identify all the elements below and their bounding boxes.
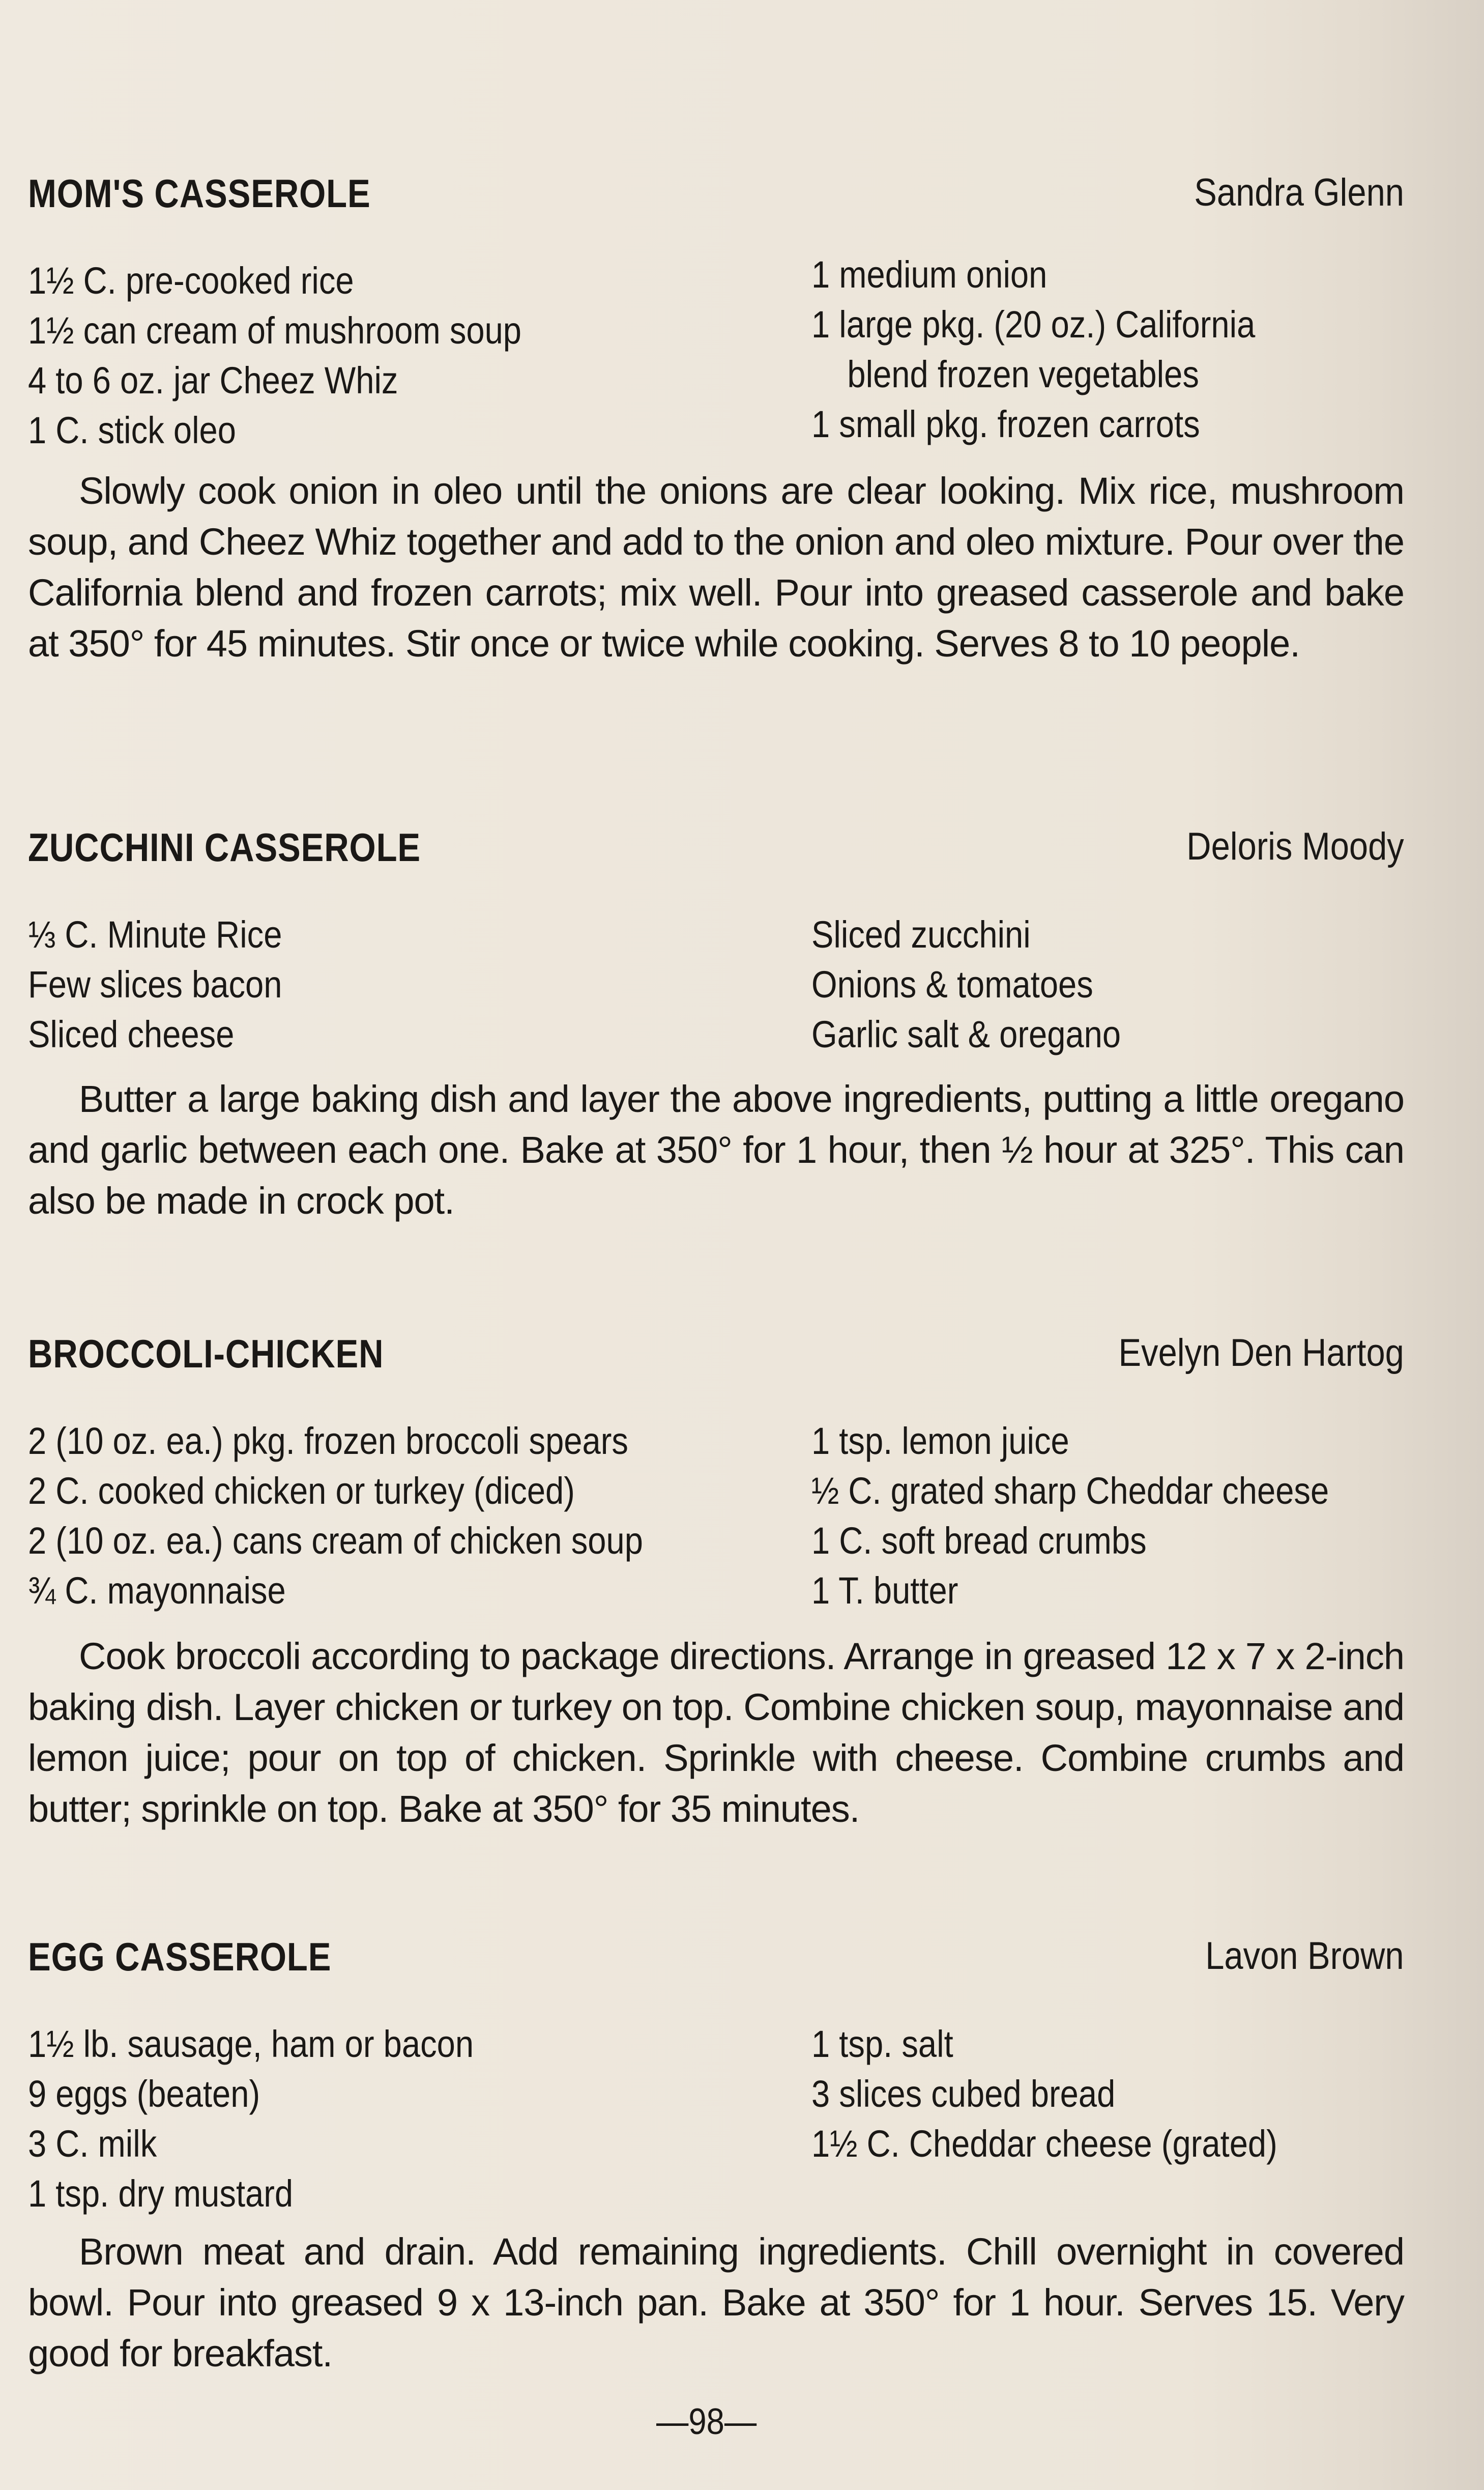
recipe-broccoli-chicken <box>28 1331 1404 1840</box>
recipe-directions: Butter a large baking dish and layer the above ingredients, putting a little oregano and garlic between each one. Bake at 350° for 1 hour, then ½ hour at 325°. This can also be made in crock pot. <box>28 1078 1404 1222</box>
recipe-directions: Brown meat and drain. Add remaining ingredients. Chill overnight in covered bowl. Pour into greased 9 x 13-inch pan. Bake at 350° for 1 hour. Serves 15. Very good for breakfast. <box>28 2230 1404 2374</box>
recipe-author: Sandra Glenn <box>1194 171 1404 214</box>
ingredient: 1½ can cream of mushroom soup <box>28 309 522 352</box>
ingredient: Sliced zucchini <box>811 913 1031 956</box>
ingredients-right-column <box>811 1416 1400 1616</box>
ingredient: 1½ C. Cheddar cheese (grated) <box>811 2123 1277 2165</box>
recipe-egg-casserole <box>28 1934 1404 2392</box>
ingredient: 1 T. butter <box>811 1569 958 1612</box>
ingredient: 1½ lb. sausage, ham or bacon <box>28 2023 474 2065</box>
ingredient: blend frozen vegetables <box>847 353 1199 395</box>
recipe-title: EGG CASSEROLE <box>28 1934 332 1979</box>
recipe-header <box>28 824 1404 880</box>
ingredients-right-column <box>811 2019 1341 2169</box>
recipe-directions: Cook broccoli according to package directions. Arrange in greased 12 x 7 x 2-inch baking dish. Layer chicken or turkey on top. Combine chicken soup, mayonnaise and lemon juice; pour on top of chicken. Sprinkle with cheese. Combine crumbs and butter; sprinkle on top. Bake at 350° for 35 minutes. <box>28 1635 1404 1830</box>
ingredient: Onions & tomatoes <box>811 963 1093 1006</box>
ingredient: 1 tsp. dry mustard <box>28 2172 294 2215</box>
recipe-header <box>28 1331 1404 1387</box>
recipe-header <box>28 1934 1404 1990</box>
ingredient: 1 small pkg. frozen carrots <box>811 403 1200 445</box>
ingredient: Garlic salt & oregano <box>811 1013 1121 1055</box>
ingredients-left-column <box>28 1416 727 1616</box>
recipe-title: BROCCOLI-CHICKEN <box>28 1331 384 1376</box>
ingredients-left-column <box>28 910 317 1060</box>
ingredient: 3 slices cubed bread <box>811 2073 1116 2115</box>
page-number: —98— <box>656 2401 757 2442</box>
recipe-author: Evelyn Den Hartog <box>1118 1331 1404 1375</box>
ingredient: 1 medium onion <box>811 253 1047 296</box>
ingredient: 3 C. milk <box>28 2123 157 2165</box>
ingredient: 2 C. cooked chicken or turkey (diced) <box>28 1470 575 1512</box>
ingredient: 9 eggs (beaten) <box>28 2073 260 2115</box>
ingredients-right-column <box>811 910 1163 1060</box>
ingredient: 1 large pkg. (20 oz.) California <box>811 303 1256 346</box>
ingredient: 1½ C. pre-cooked rice <box>28 260 354 302</box>
ingredient: ½ C. grated sharp Cheddar cheese <box>811 1470 1329 1512</box>
ingredient: Few slices bacon <box>28 963 282 1006</box>
ingredient: 1 C. soft bread crumbs <box>811 1520 1147 1562</box>
ingredient: 2 (10 oz. ea.) cans cream of chicken soup <box>28 1520 643 1562</box>
ingredient: 1 tsp. lemon juice <box>811 1420 1069 1462</box>
ingredient: 4 to 6 oz. jar Cheez Whiz <box>28 359 398 402</box>
recipe-header <box>28 170 1404 226</box>
ingredient: ¾ C. mayonnaise <box>28 1569 286 1612</box>
recipe-title: MOM'S CASSEROLE <box>28 171 371 216</box>
recipe-directions: Slowly cook onion in oleo until the onions are clear looking. Mix rice, mushroom soup, and Cheez Whiz together and add to the onion and oleo mixture. Pour over the California blend and frozen carrots; mix well. Pour into greased casserole and bake at 350° for 45 minutes. Stir once or twice while cooking. Serves 8 to 10 people. <box>28 470 1404 665</box>
ingredient: 2 (10 oz. ea.) pkg. frozen broccoli spears <box>28 1420 628 1462</box>
ingredient: Sliced cheese <box>28 1013 235 1055</box>
recipe-moms-casserole <box>28 170 1404 735</box>
ingredients-left-column <box>28 2019 535 2219</box>
ingredients-left-column <box>28 256 589 455</box>
ingredient: 1 C. stick oleo <box>28 409 236 451</box>
ingredients-right-column <box>811 250 1316 449</box>
ingredient: 1 tsp. salt <box>811 2023 953 2065</box>
recipe-author: Lavon Brown <box>1205 1934 1404 1978</box>
ingredient: ⅓ C. Minute Rice <box>28 913 282 956</box>
recipe-zucchini-casserole <box>28 824 1404 1242</box>
recipe-title: ZUCCHINI CASSEROLE <box>28 825 421 870</box>
recipe-author: Deloris Moody <box>1186 825 1404 868</box>
